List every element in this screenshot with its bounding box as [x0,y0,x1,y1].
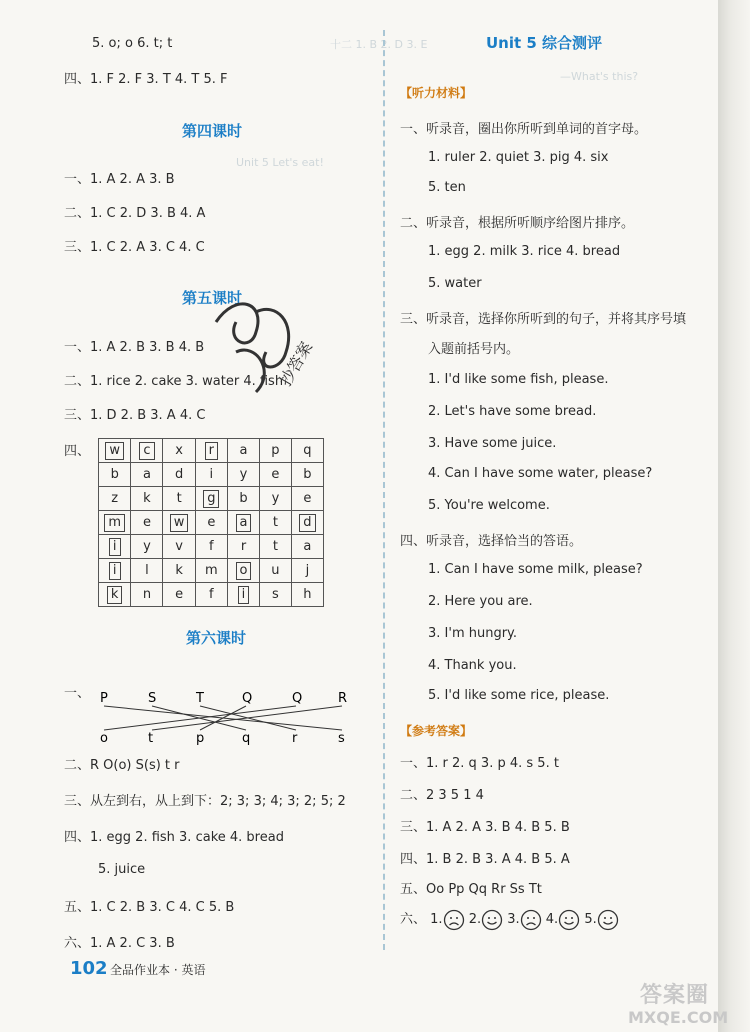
grid-cell [227,439,259,463]
match-top-letter: R [338,691,348,706]
grid-cell [99,439,131,463]
grid-letter: a [303,539,312,554]
grid-cell [291,559,323,583]
match-top-letter: S [148,691,157,706]
grid-cell [99,559,131,583]
grid-letter: k [143,491,151,506]
answer-line: 三、1. C 2. A 3. C 4. C [64,240,205,255]
listening-line: 3. Have some juice. [428,436,557,451]
grid-letter: d [299,514,315,532]
section-tag: 【听力材料】 [400,86,473,100]
column-divider [383,30,385,950]
grid-cell [131,439,163,463]
grid-letter: r [205,442,218,460]
grid-letter: c [139,442,154,460]
match-bottom-letter: p [196,731,205,746]
face-number: 3. [503,912,520,927]
grid-letter: z [111,491,119,506]
match-top-letter: T [196,691,204,706]
listening-line: 1. I'd like some fish, please. [428,372,609,387]
watermark-url: MXQE.COM [628,1008,729,1027]
grid-cell [260,487,292,511]
face-number: 4. [541,912,559,927]
grid-cell [195,559,227,583]
page-edge [718,0,750,1032]
answer-line: 5. o; o 6. t; t [92,36,173,51]
grid-letter: e [271,467,280,482]
lesson-title: 第四课时 [182,122,243,140]
grid-letter: u [271,563,280,578]
listening-line: 二、听录音，根据所听顺序给图片排序。 [400,216,635,231]
unit-title: Unit 5 综合测评 [486,34,603,52]
book-title: 全品作业本 · 英语 [110,963,206,977]
answer-line: 三、1. D 2. B 3. A 4. C [64,408,206,423]
smiley-face-icon [597,909,619,931]
sad-face-icon [443,909,465,931]
grid-letter: y [239,467,248,482]
grid-letter: s [272,587,279,602]
question-label: 四、 [64,444,91,459]
question-label: 一、 [64,686,91,701]
grid-cell [195,439,227,463]
grid-letter: n [142,587,152,602]
grid-letter: x [175,443,183,458]
grid-cell [99,463,131,487]
handwriting-scribble [196,282,326,412]
grid-letter: i [209,467,214,482]
grid-cell [163,583,195,607]
grid-letter: m [205,563,218,578]
grid-cell [163,439,195,463]
smiley-face-icon [558,909,580,931]
grid-cell [260,559,292,583]
grid-letter: i [109,538,121,556]
face-number: 5. [580,912,597,927]
grid-cell [99,583,131,607]
listening-line: 1. Can I have some milk, please? [428,562,643,577]
grid-letter: t [272,515,278,530]
grid-letter: m [104,514,125,532]
match-bottom-letter: s [338,731,345,746]
grid-row [99,559,324,583]
grid-letter: a [236,514,252,532]
match-line [104,706,296,730]
grid-letter: h [303,587,312,602]
listening-line: 3. I'm hungry. [428,626,518,641]
match-top-letter: Q [242,691,253,706]
grid-cell [195,535,227,559]
grid-cell [195,583,227,607]
grid-letter: y [271,491,280,506]
grid-letter: b [239,491,248,506]
listening-line: 1. ruler 2. quiet 3. pig 4. six [428,150,609,165]
listening-line: 5. water [428,276,482,291]
grid-cell [131,487,163,511]
section-tag: 【参考答案】 [400,724,473,738]
question-label: 六、 [400,912,427,927]
listening-line: 2. Here you are. [428,594,533,609]
grid-letter: a [239,443,248,458]
grid-letter: r [240,539,247,554]
grid-cell [227,535,259,559]
grid-letter: y [143,539,151,554]
answer-line: 一、1. r 2. q 3. p 4. s 5. t [400,756,559,771]
grid-cell [227,463,259,487]
grid-cell [195,463,227,487]
match-bottom-letter: q [242,731,251,746]
answer-line: 四、1. egg 2. fish 3. cake 4. bread [64,830,284,845]
listening-line: 四、听录音，选择恰当的答语。 [400,534,583,549]
grid-letter: w [105,442,124,460]
grid-cell [227,487,259,511]
answer-line: 五、1. C 2. B 3. C 4. C 5. B [64,900,235,915]
handwriting-text: 抄答案 [275,338,317,390]
grid-letter: e [303,491,312,506]
grid-cell [131,583,163,607]
grid-cell [131,511,163,535]
grid-letter: o [236,562,252,580]
grid-letter: t [176,491,182,506]
grid-cell [260,463,292,487]
match-line [152,706,342,730]
grid-cell [99,535,131,559]
face-number: 1. [430,912,443,927]
answer-line: 一、1. A 2. A 3. B [64,172,175,187]
grid-letter: b [303,467,312,482]
grid-row [99,511,324,535]
listening-line: 4. Thank you. [428,658,517,673]
grid-row [99,463,324,487]
grid-cell [291,535,323,559]
grid-letter: l [145,563,149,578]
grid-cell [163,487,195,511]
grid-letter: e [142,515,151,530]
grid-letter: w [170,514,189,532]
grid-letter: e [175,587,184,602]
grid-letter: q [303,443,312,458]
grid-letter: p [271,443,280,458]
grid-cell [291,583,323,607]
grid-cell [99,487,131,511]
answer-line: 二、R O(o) S(s) t r [64,758,180,773]
faces-line [400,908,619,931]
smiley-face-icon [481,909,503,931]
grid-cell [260,583,292,607]
answer-line: 五、Oo Pp Qq Rr Ss Tt [400,882,542,897]
grid-cell [163,463,195,487]
grid-letter: k [175,563,183,578]
grid-cell [163,511,195,535]
bleed-text: 十二 1. B 2. D 3. E [330,38,428,51]
listening-line: 一、听录音，圈出你所听到单词的首字母。 [400,122,648,137]
match-top-letter: P [100,691,108,706]
grid-cell [227,583,259,607]
bleed-text: —What's this? [560,70,639,83]
answer-line: 二、2 3 5 1 4 [400,788,484,803]
grid-cell [291,439,323,463]
answer-line: 三、1. A 2. A 3. B 4. B 5. B [400,820,570,835]
grid-cell [260,439,292,463]
grid-letter: v [175,539,183,554]
match-top-letter: Q [292,691,303,706]
listening-line: 三、听录音，选择你所听到的句子，并将其序号填 [400,312,687,327]
bleed-text: Unit 5 Let's eat! [236,156,324,169]
answer-line: 一、1. A 2. B 3. B 4. B [64,340,205,355]
grid-letter: g [203,490,219,508]
grid-cell [195,487,227,511]
grid-row [99,535,324,559]
grid-cell [131,559,163,583]
grid-letter: e [207,515,216,530]
grid-cell [291,463,323,487]
grid-letter: b [110,467,119,482]
grid-cell [291,511,323,535]
answer-line: 六、1. A 2. C 3. B [64,936,175,951]
answer-line: 四、1. B 2. B 3. A 4. B 5. A [400,852,570,867]
grid-cell [163,535,195,559]
grid-letter: i [238,586,250,604]
grid-cell [227,559,259,583]
sad-face-icon [520,909,542,931]
grid-letter: k [107,586,123,604]
listening-line: 5. I'd like some rice, please. [428,688,610,703]
grid-letter: j [305,563,310,578]
listening-line: 5. ten [428,180,466,195]
grid-row [99,487,324,511]
listening-line: 1. egg 2. milk 3. rice 4. bread [428,244,621,259]
grid-letter: f [209,587,214,602]
grid-cell [260,535,292,559]
match-bottom-letter: t [148,731,154,746]
page-number: 102 [70,958,108,979]
face-number: 2. [464,912,482,927]
answer-line: 二、1. C 2. D 3. B 4. A [64,206,206,221]
grid-letter: f [209,539,214,554]
grid-cell [260,511,292,535]
word-search-grid [98,438,324,607]
grid-cell [131,535,163,559]
answer-line: 二、1. rice 2. cake 3. water 4. fish [64,374,284,389]
grid-cell [163,559,195,583]
grid-row [99,583,324,607]
lesson-title: 第五课时 [182,289,243,307]
answer-line: 5. juice [98,862,146,877]
grid-cell [131,463,163,487]
listening-line: 5. You're welcome. [428,498,550,513]
grid-letter: d [174,467,184,482]
listening-line: 4. Can I have some water, please? [428,466,653,481]
grid-cell [291,487,323,511]
grid-cell [99,511,131,535]
listening-line: 2. Let's have some bread. [428,404,597,419]
grid-letter: i [109,562,121,580]
match-line [200,706,246,730]
grid-cell [195,511,227,535]
grid-cell [227,511,259,535]
match-bottom-letter: o [100,731,108,746]
listening-line: 入题前括号内。 [428,342,520,357]
grid-letter: a [142,467,151,482]
answer-line: 三、从左到右，从上到下：2; 3; 3; 4; 3; 2; 5; 2 [64,794,346,809]
grid-letter: t [272,539,278,554]
answer-line: 四、1. F 2. F 3. T 4. T 5. F [64,72,228,87]
grid-row [99,439,324,463]
match-bottom-letter: r [292,731,298,746]
letter-matching [80,688,360,748]
watermark-logo: 答案圈 [640,983,710,1008]
lesson-title: 第六课时 [186,629,247,647]
